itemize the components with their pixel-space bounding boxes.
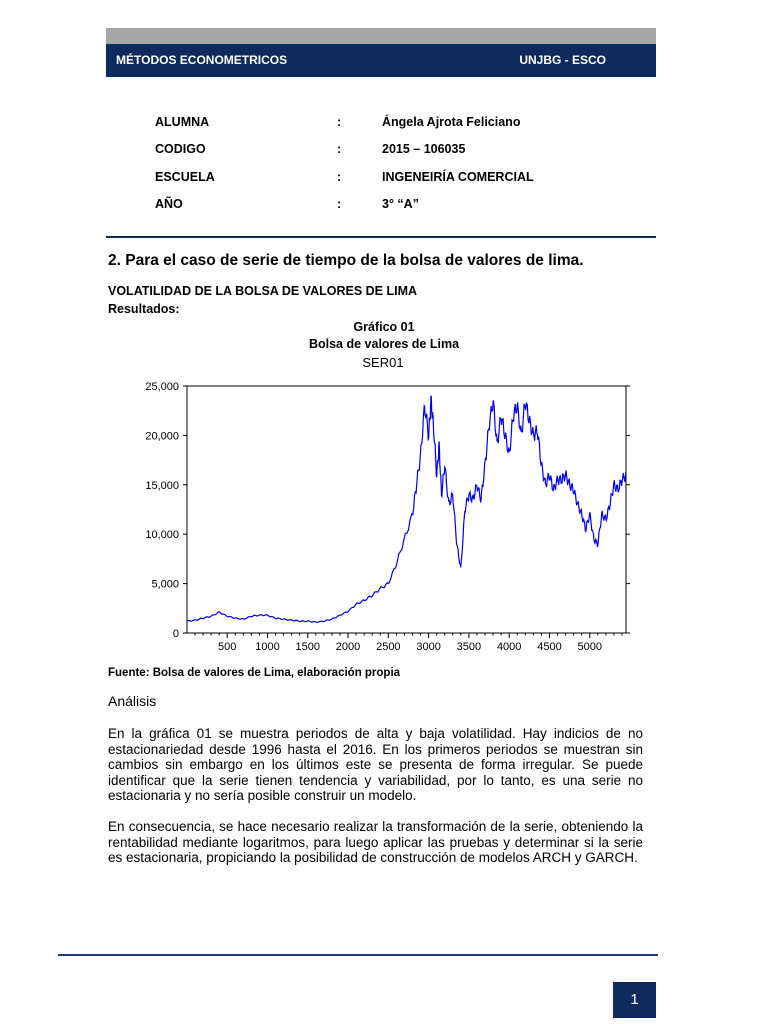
figure-label: Gráfico 01 [353, 320, 415, 334]
analysis-heading: Análisis [108, 693, 157, 709]
info-value: Ángela Ajrota Feliciano [382, 115, 521, 129]
info-label: ALUMNA [155, 115, 210, 129]
x-tick-label: 1500 [295, 641, 321, 653]
info-value: INGENEIRÍA COMERCIAL [382, 170, 534, 184]
info-separator: : [337, 197, 342, 211]
x-tick-label: 1000 [255, 641, 280, 653]
info-separator: : [337, 115, 342, 129]
figure-caption: Bolsa de valores de Lima [308, 337, 460, 351]
page-number: 1 [613, 982, 656, 1018]
info-value: 3° “A” [382, 197, 419, 211]
section-title: 2. Para el caso de serie de tiempo de la bolsa de valores de lima. [108, 252, 584, 269]
x-axis [195, 633, 622, 653]
x-tick-label: 2500 [376, 641, 401, 653]
info-separator: : [337, 142, 342, 156]
x-tick-label: 4500 [537, 641, 562, 653]
info-label: AÑO [155, 197, 183, 211]
y-tick-label: 5,000 [151, 578, 179, 591]
y-tick-label: 0 [172, 628, 179, 640]
subtitle: VOLATILIDAD DE LA BOLSA DE VALORES DE LIMA [108, 284, 418, 298]
x-tick-label: 5000 [577, 641, 602, 653]
info-label: ESCUELA [155, 170, 215, 184]
institution-name: UNJBG - ESCO [519, 53, 606, 67]
y-tick-label: 15,000 [145, 479, 179, 492]
y-tick-label: 25,000 [145, 381, 179, 393]
chart-title: SER01 [362, 355, 404, 370]
info-value: 2015 – 106035 [382, 142, 466, 156]
x-tick-label: 500 [218, 641, 237, 653]
course-title: MÉTODOS ECONOMETRICOS [116, 53, 288, 67]
x-tick-label: 3500 [456, 641, 482, 653]
plot-frame [187, 386, 626, 633]
source-note: Fuente: Bolsa de valores de Lima, elaboración propia [108, 667, 401, 679]
y-tick-label: 20,000 [145, 430, 179, 443]
analysis-paragraph-2: En consecuencia, se hace necesario realizar la transformación de la serie, obteniendo la rentabilidad mediante logaritmos, para luego aplicar las pruebas y determinar si la serie es estacionaria, propiciando la posibilidad de construcción de modelos ARCH y GARCH. [108, 819, 643, 865]
x-tick-label: 3000 [416, 641, 441, 653]
analysis-paragraph-1: En la gráfica 01 se muestra periodos de alta y baja volatilidad. Hay indicios de no estacionariedad desde 1996 hasta el 2016. En los primeros periodos se muestran sin cambios sin embargo en los últimos este se presenta de forma irregular. Se puede identificar que la serie tienen tendencia y variabilidad, por lo tanto, es una serie no estacionaria y no sería posible construir un modelo. [108, 726, 643, 803]
y-axis [145, 381, 630, 640]
y-tick-label: 10,000 [145, 529, 179, 542]
results-label: Resultados: [108, 302, 180, 316]
x-tick-label: 4000 [496, 641, 522, 653]
series-ser01-line [187, 396, 626, 622]
footer-divider [58, 954, 658, 956]
info-separator: : [337, 170, 342, 184]
x-tick-label: 2000 [335, 641, 361, 653]
info-label: CODIGO [155, 142, 206, 156]
